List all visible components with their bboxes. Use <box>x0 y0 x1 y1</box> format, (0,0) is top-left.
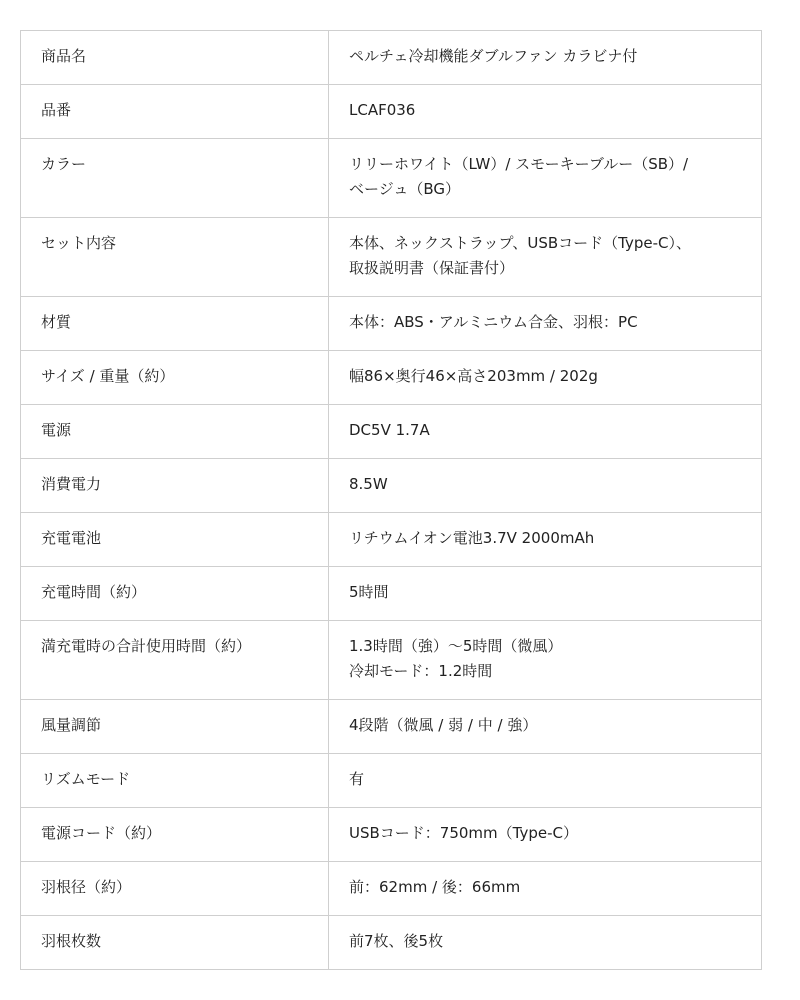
spec-label: 電源 <box>21 405 329 459</box>
spec-value <box>329 808 762 862</box>
spec-row-power-cord <box>21 808 762 862</box>
spec-label: 羽根径（約） <box>21 862 329 916</box>
spec-value <box>329 85 762 139</box>
spec-value-line: リチウムイオン電池3.7V 2000mAh <box>349 529 595 547</box>
spec-value-line: 有 <box>349 770 365 788</box>
spec-label: カラー <box>21 139 329 218</box>
spec-value <box>329 916 762 970</box>
spec-row-charging-time <box>21 567 762 621</box>
spec-label: 充電電池 <box>21 513 329 567</box>
spec-value <box>329 754 762 808</box>
spec-value-line: 本体、ネックストラップ、USBコード（Type-C）、 <box>349 234 691 252</box>
spec-value-line: 1.3時間（強）～5時間（微風） <box>349 637 563 655</box>
spec-value-line: 4段階（微風 / 弱 / 中 / 強） <box>349 716 538 734</box>
spec-value <box>329 459 762 513</box>
spec-value-line: 8.5W <box>349 475 388 493</box>
spec-value-line: 前：62mm / 後：66mm <box>349 878 521 896</box>
spec-value-line: ベージュ（BG） <box>349 180 461 198</box>
spec-value-line: 幅86×奥行46×高さ203mm / 202g <box>349 367 598 385</box>
spec-row-power-consumption <box>21 459 762 513</box>
spec-row-battery <box>21 513 762 567</box>
spec-label: 電源コード（約） <box>21 808 329 862</box>
spec-row-set-contents <box>21 218 762 297</box>
spec-label: 羽根枚数 <box>21 916 329 970</box>
spec-value-line: 本体：ABS・アルミニウム合金、羽根：PC <box>349 313 638 331</box>
spec-value <box>329 351 762 405</box>
spec-row-material <box>21 297 762 351</box>
spec-value-line: LCAF036 <box>349 101 416 119</box>
spec-label: 材質 <box>21 297 329 351</box>
spec-row-color <box>21 139 762 218</box>
spec-value-line: リリーホワイト（LW）/ スモーキーブルー（SB）/ <box>349 155 689 173</box>
spec-row-model-number <box>21 85 762 139</box>
spec-label: 風量調節 <box>21 700 329 754</box>
spec-row-rhythm-mode <box>21 754 762 808</box>
spec-value-line: ペルチェ冷却機能ダブルファン カラビナ付 <box>349 47 638 65</box>
spec-value <box>329 31 762 85</box>
spec-value-line: USBコード：750mm（Type-C） <box>349 824 578 842</box>
spec-row-usage-time <box>21 621 762 700</box>
spec-label: サイズ / 重量（約） <box>21 351 329 405</box>
spec-row-blade-count <box>21 916 762 970</box>
spec-table <box>20 30 762 970</box>
spec-value <box>329 700 762 754</box>
spec-label: 消費電力 <box>21 459 329 513</box>
spec-value <box>329 139 762 218</box>
spec-row-blade-diameter <box>21 862 762 916</box>
spec-value <box>329 513 762 567</box>
spec-row-airflow <box>21 700 762 754</box>
spec-label: 満充電時の合計使用時間（約） <box>21 621 329 700</box>
spec-value-line: 冷却モード：1.2時間 <box>349 662 493 680</box>
spec-value-line: 取扱説明書（保証書付） <box>349 259 515 277</box>
spec-label: 商品名 <box>21 31 329 85</box>
spec-row-product-name <box>21 31 762 85</box>
spec-label: 充電時間（約） <box>21 567 329 621</box>
spec-value <box>329 567 762 621</box>
spec-value-line: 前7枚、後5枚 <box>349 932 444 950</box>
spec-label: リズムモード <box>21 754 329 808</box>
spec-value <box>329 297 762 351</box>
spec-row-power-source <box>21 405 762 459</box>
spec-value <box>329 621 762 700</box>
spec-row-size-weight <box>21 351 762 405</box>
spec-label: 品番 <box>21 85 329 139</box>
spec-value <box>329 218 762 297</box>
spec-value-line: DC5V 1.7A <box>349 421 430 439</box>
spec-label: セット内容 <box>21 218 329 297</box>
spec-value-line: 5時間 <box>349 583 389 601</box>
spec-value <box>329 862 762 916</box>
spec-value <box>329 405 762 459</box>
